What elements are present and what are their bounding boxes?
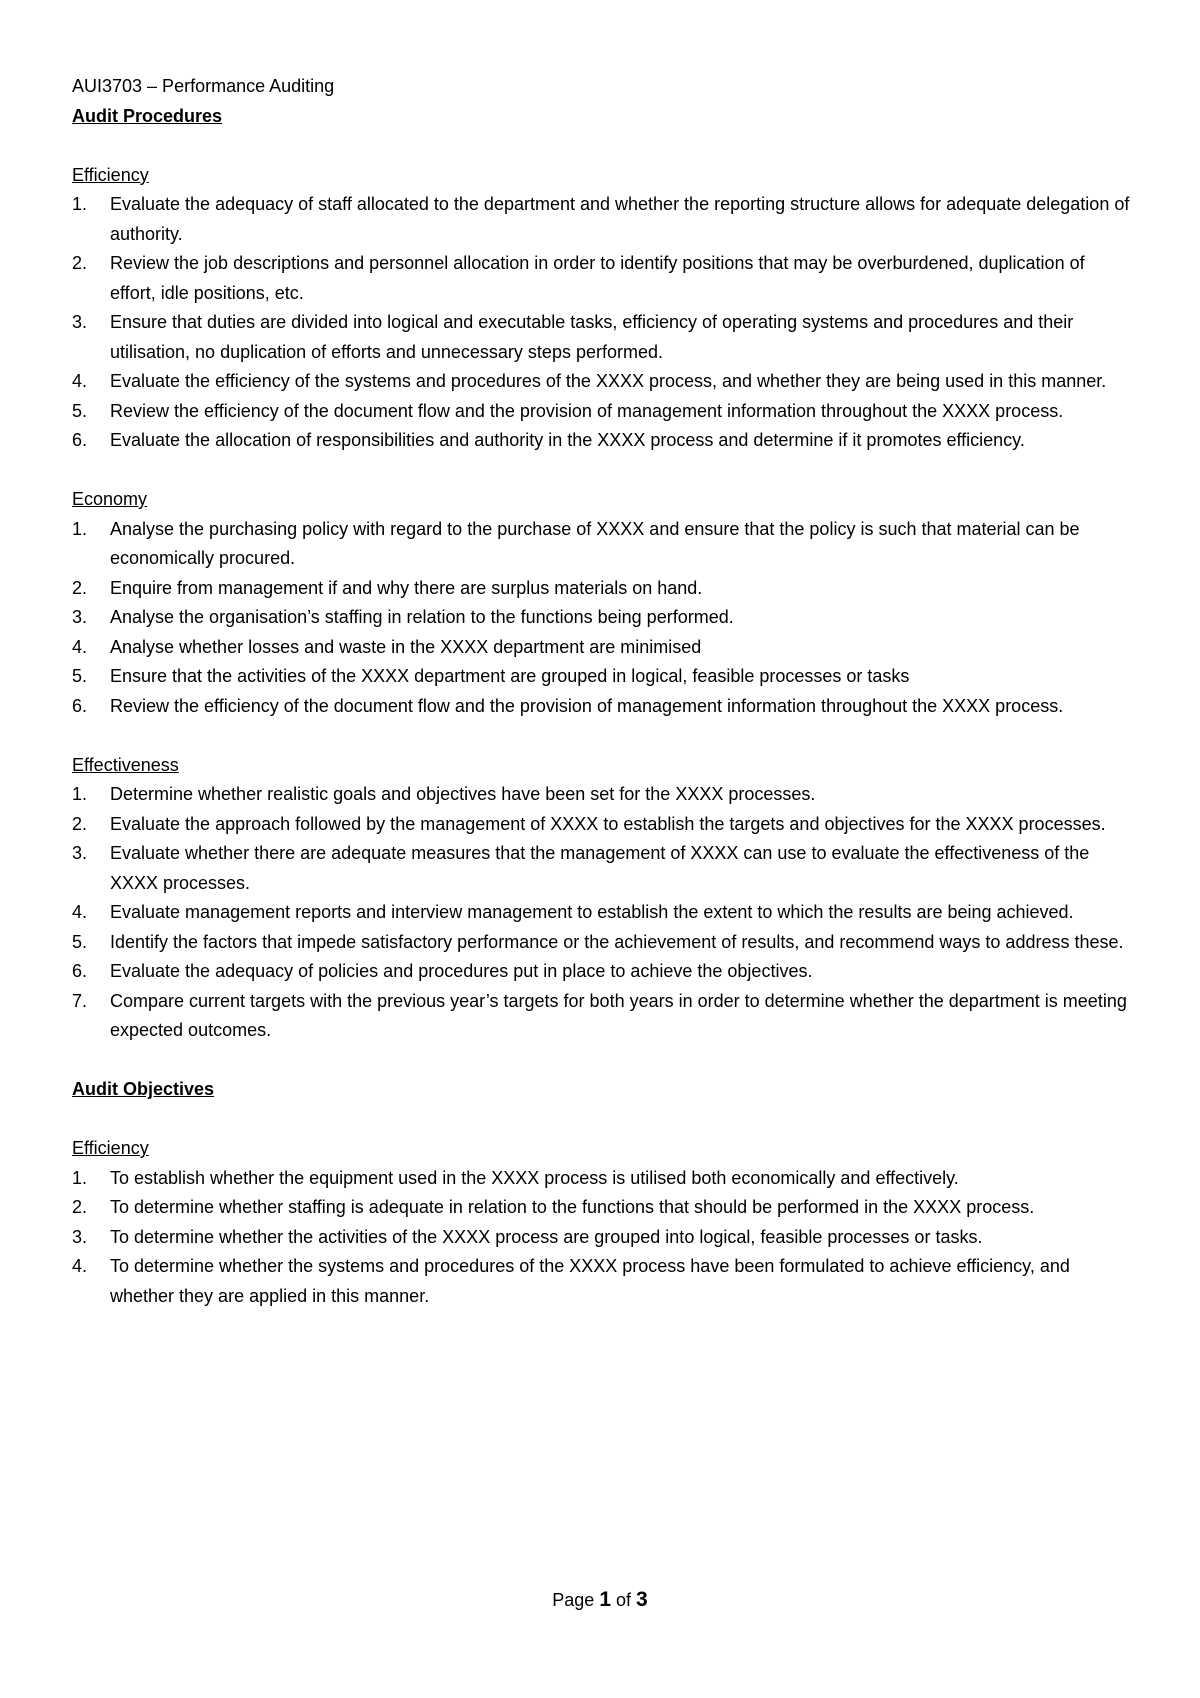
page-number: 1 <box>599 1588 611 1611</box>
of-word: of <box>616 1590 632 1610</box>
list-item <box>72 574 1132 604</box>
list-item <box>72 810 1132 840</box>
document-page <box>72 72 1132 1311</box>
list-item-number: 4. <box>72 371 88 391</box>
list-item <box>72 190 1132 249</box>
effectiveness-procedures-list <box>72 780 1132 1046</box>
list-item-number: 5. <box>72 400 88 421</box>
subsection-title-effectiveness: Effectiveness <box>72 754 179 775</box>
list-item-number: 3. <box>72 312 88 332</box>
list-item <box>72 662 1132 692</box>
list-item-text: To determine whether the activities of the XXXX process are grouped into logical, feasible processes or tasks. <box>110 1226 983 1247</box>
list-item-number: 3. <box>72 607 88 627</box>
course-title: AUI3703 – Performance Auditing <box>72 76 335 96</box>
list-item <box>72 397 1132 427</box>
list-item-text: Enquire from management if and why there are surplus materials on hand. <box>110 577 703 598</box>
list-item <box>72 898 1132 928</box>
list-item-number: 6. <box>72 430 88 450</box>
spacer <box>72 1105 1132 1135</box>
list-item-number: 6. <box>72 695 88 716</box>
list-item-number: 4. <box>72 902 88 922</box>
list-item <box>72 1252 1132 1311</box>
economy-procedures-list <box>72 515 1132 722</box>
list-item <box>72 1193 1132 1223</box>
spacer <box>72 1046 1132 1076</box>
list-item <box>72 957 1132 987</box>
subsection-title-objectives-efficiency: Efficiency <box>72 1138 149 1158</box>
list-item-number: 7. <box>72 990 88 1011</box>
list-item-number: 5. <box>72 931 88 952</box>
list-item <box>72 692 1132 722</box>
page-footer <box>0 1585 1200 1615</box>
spacer <box>72 721 1132 751</box>
list-item-text: To determine whether staffing is adequate in relation to the functions that should be performed in the XXXX process. <box>110 1197 1035 1217</box>
list-item-text: Evaluate the adequacy of policies and procedures put in place to achieve the objectives. <box>110 961 813 981</box>
list-item-text: Evaluate the approach followed by the management of XXXX to establish the targets and objectives for the XXXX processes. <box>110 813 1106 834</box>
list-item-number: 5. <box>72 666 88 686</box>
list-item-text: Evaluate the efficiency of the systems and procedures of the XXXX process, and whether they are being used in this manner. <box>110 371 1107 391</box>
list-item <box>72 426 1132 456</box>
efficiency-procedures-list <box>72 190 1132 456</box>
list-item-text: Review the efficiency of the document flow and the provision of management information throughout the XXXX process. <box>110 695 1064 716</box>
list-item-number: 6. <box>72 961 88 981</box>
list-item <box>72 515 1132 574</box>
list-item <box>72 367 1132 397</box>
list-item-number: 2. <box>72 1197 88 1217</box>
list-item-text: Evaluate whether there are adequate measures that the management of XXXX can use to evaluate the effectiveness of the XXXX processes. <box>110 843 1090 893</box>
list-item-text: Analyse the organisation’s staffing in relation to the functions being performed. <box>110 607 734 627</box>
list-item-number: 1. <box>72 194 88 214</box>
spacer <box>72 131 1132 161</box>
list-item-text: Analyse whether losses and waste in the XXXX department are minimised <box>110 636 702 657</box>
list-item-text: Determine whether realistic goals and objectives have been set for the XXXX processes. <box>110 784 816 804</box>
list-item-number: 4. <box>72 1256 88 1276</box>
section-heading-objectives: Audit Objectives <box>72 1079 215 1099</box>
list-item-number: 2. <box>72 253 88 273</box>
section-heading-procedures: Audit Procedures <box>72 105 223 126</box>
subsection-title-efficiency: Efficiency <box>72 164 149 185</box>
list-item-number: 1. <box>72 1167 88 1188</box>
list-item-number: 3. <box>72 1226 88 1247</box>
list-item-text: Analyse the purchasing policy with regard to the purchase of XXXX and ensure that the policy is such that material can be economically procured. <box>110 518 1080 568</box>
list-item-text: Review the job descriptions and personnel allocation in order to identify positions that may be overburdened, duplication of effort, idle positions, etc. <box>110 253 1085 303</box>
list-item <box>72 928 1132 958</box>
list-item-number: 3. <box>72 843 88 863</box>
list-item-number: 4. <box>72 636 88 657</box>
list-item-text: Identify the factors that impede satisfactory performance or the achievement of results, and recommend ways to address these. <box>110 931 1124 952</box>
list-item-text: Ensure that duties are divided into logical and executable tasks, efficiency of operating systems and procedures and their utilisation, no duplication of efforts and unnecessary steps performed. <box>110 312 1074 362</box>
list-item <box>72 987 1132 1046</box>
list-item <box>72 308 1132 367</box>
spacer <box>72 456 1132 486</box>
list-item <box>72 1223 1132 1253</box>
list-item <box>72 1164 1132 1194</box>
list-item-number: 2. <box>72 813 88 834</box>
list-item-text: Evaluate the adequacy of staff allocated to the department and whether the reporting structure allows for adequate delegation of authority. <box>110 194 1130 244</box>
list-item-text: To determine whether the systems and procedures of the XXXX process have been formulated to achieve efficiency, and whether they are applied in this manner. <box>110 1256 1070 1306</box>
page-word: Page <box>552 1590 595 1610</box>
list-item-text: Evaluate the allocation of responsibilities and authority in the XXXX process and determine if it promotes efficiency. <box>110 430 1025 450</box>
list-item-text: To establish whether the equipment used in the XXXX process is utilised both economically and effectively. <box>110 1167 959 1188</box>
list-item-text: Compare current targets with the previous year’s targets for both years in order to determine whether the department is meeting expected outcomes. <box>110 990 1127 1040</box>
list-item-text: Evaluate management reports and interview management to establish the extent to which the results are being achieved. <box>110 902 1074 922</box>
list-item-text: Ensure that the activities of the XXXX department are grouped in logical, feasible processes or tasks <box>110 666 910 686</box>
list-item <box>72 780 1132 810</box>
list-item <box>72 603 1132 633</box>
list-item <box>72 839 1132 898</box>
page-total: 3 <box>636 1588 648 1611</box>
list-item-text: Review the efficiency of the document flow and the provision of management information throughout the XXXX process. <box>110 400 1064 421</box>
efficiency-objectives-list <box>72 1164 1132 1312</box>
list-item-number: 1. <box>72 518 88 539</box>
list-item <box>72 633 1132 663</box>
list-item-number: 1. <box>72 784 88 804</box>
list-item <box>72 249 1132 308</box>
list-item-number: 2. <box>72 577 88 598</box>
subsection-title-economy: Economy <box>72 489 148 509</box>
